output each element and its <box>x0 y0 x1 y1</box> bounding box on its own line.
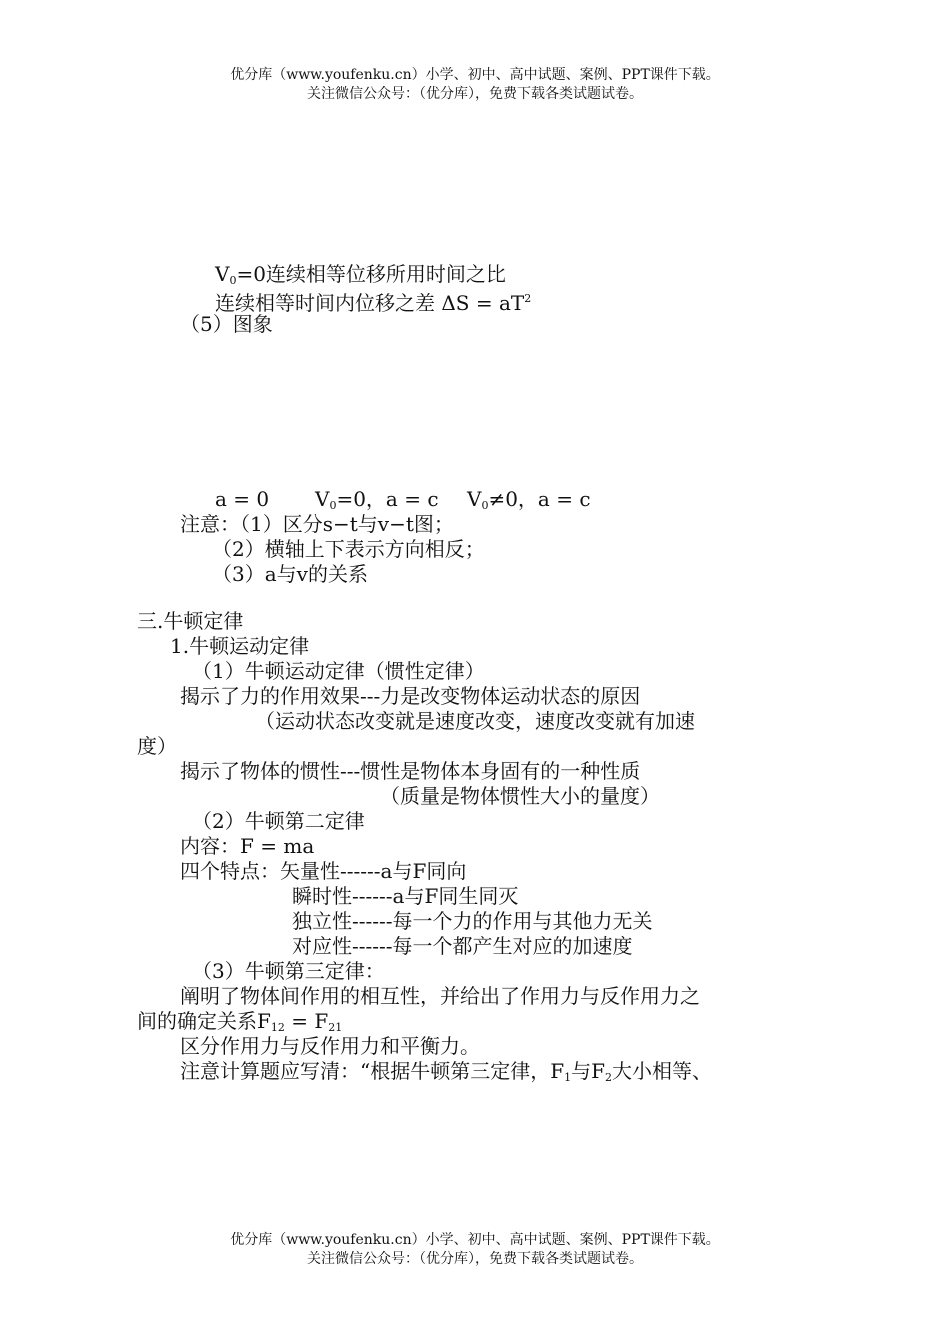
law2-feature-1: 四个特点：矢量性------a与F同向 <box>180 859 467 883</box>
law1-paragraph-4: （质量是物体惯性大小的量度） <box>380 784 660 808</box>
graph-label-c-prefix: V <box>467 487 482 511</box>
note-1: 注意：（1）区分s−t与v−t图； <box>180 512 454 536</box>
law3-paragraph-1: 阐明了物体间作用的相互性，并给出了作用力与反作用力之 <box>180 984 700 1008</box>
graph-label-b-prefix: V <box>315 487 330 511</box>
subsection-title: 1.牛顿运动定律 <box>170 634 310 658</box>
law1-title: （1）牛顿运动定律（惯性定律） <box>192 659 485 683</box>
graph-label-b-sub: 0 <box>329 499 337 512</box>
graph-label-a: a = 0 <box>215 487 270 511</box>
law2-feature-2: 瞬时性------a与F同生同灭 <box>292 884 519 908</box>
law3-wrap-text: 间的确定关系F <box>137 1009 271 1033</box>
law2-content: 内容：F = ma <box>180 834 315 858</box>
law2-feature-3: 独立性------每一个力的作用与其他力无关 <box>292 909 653 933</box>
law3-p3-sub2: 2 <box>605 1071 612 1084</box>
law2-feature-4: 对应性------每一个都产生对应的加速度 <box>292 934 633 958</box>
delta-line <box>215 287 531 315</box>
graph-label-c <box>467 487 591 518</box>
ratio-prefix: V <box>215 262 230 286</box>
ratio-sub: 0 <box>229 274 237 287</box>
law1-paragraph-3: 揭示了物体的惯性---惯性是物体本身固有的一种性质 <box>180 759 641 783</box>
footer-line-2: 关注微信公众号：（优分库），免费下载各类试题试卷。 <box>307 1251 643 1267</box>
law2-title: （2）牛顿第二定律 <box>192 809 365 833</box>
law3-paragraph-3 <box>180 1059 712 1090</box>
footer-line-1: 优分库（www.youfenku.cn）小学、初中、高中试题、案例、PPT课件下载。 <box>230 1232 720 1248</box>
graph-heading: （5）图象 <box>180 312 273 336</box>
graph-label-b-text: =0，a = c <box>336 487 439 511</box>
law3-p3-sub1: 1 <box>564 1071 572 1084</box>
law3-p3-b: 与F <box>571 1059 605 1083</box>
section-title: 三.牛顿定律 <box>137 609 244 633</box>
law1-paragraph-1: 揭示了力的作用效果---力是改变物体运动状态的原因 <box>180 684 641 708</box>
law3-title: （3）牛顿第三定律： <box>192 959 385 983</box>
graph-label-c-text: ≠0，a = c <box>488 487 591 511</box>
law1-paragraph-2-wrap: 度） <box>137 734 177 758</box>
law3-sub-12: 12 <box>270 1021 285 1034</box>
law3-p3-c: 大小相等、 <box>612 1059 712 1083</box>
law3-paragraph-2: 区分作用力与反作用力和平衡力。 <box>180 1034 480 1058</box>
note-2: （2）横轴上下表示方向相反； <box>212 537 485 561</box>
delta-sup: 2 <box>524 292 532 305</box>
delta-text: 连续相等时间内位移之差 ΔS = aT <box>215 291 525 315</box>
law3-eq: = F <box>284 1009 329 1033</box>
header-line-1: 优分库（www.youfenku.cn）小学、初中、高中试题、案例、PPT课件下载。 <box>230 67 720 83</box>
graph-label-c-sub: 0 <box>481 499 489 512</box>
law3-sub-21: 21 <box>328 1021 343 1034</box>
header-line-2: 关注微信公众号：（优分库），免费下载各类试题试卷。 <box>307 86 643 102</box>
ratio-text: =0连续相等位移所用时间之比 <box>236 262 506 286</box>
note-3: （3）a与v的关系 <box>212 562 368 586</box>
law1-paragraph-2: （运动状态改变就是速度改变，速度改变就有加速 <box>255 709 695 733</box>
law3-p3-a: 注意计算题应写清：“根据牛顿第三定律，F <box>180 1059 565 1083</box>
